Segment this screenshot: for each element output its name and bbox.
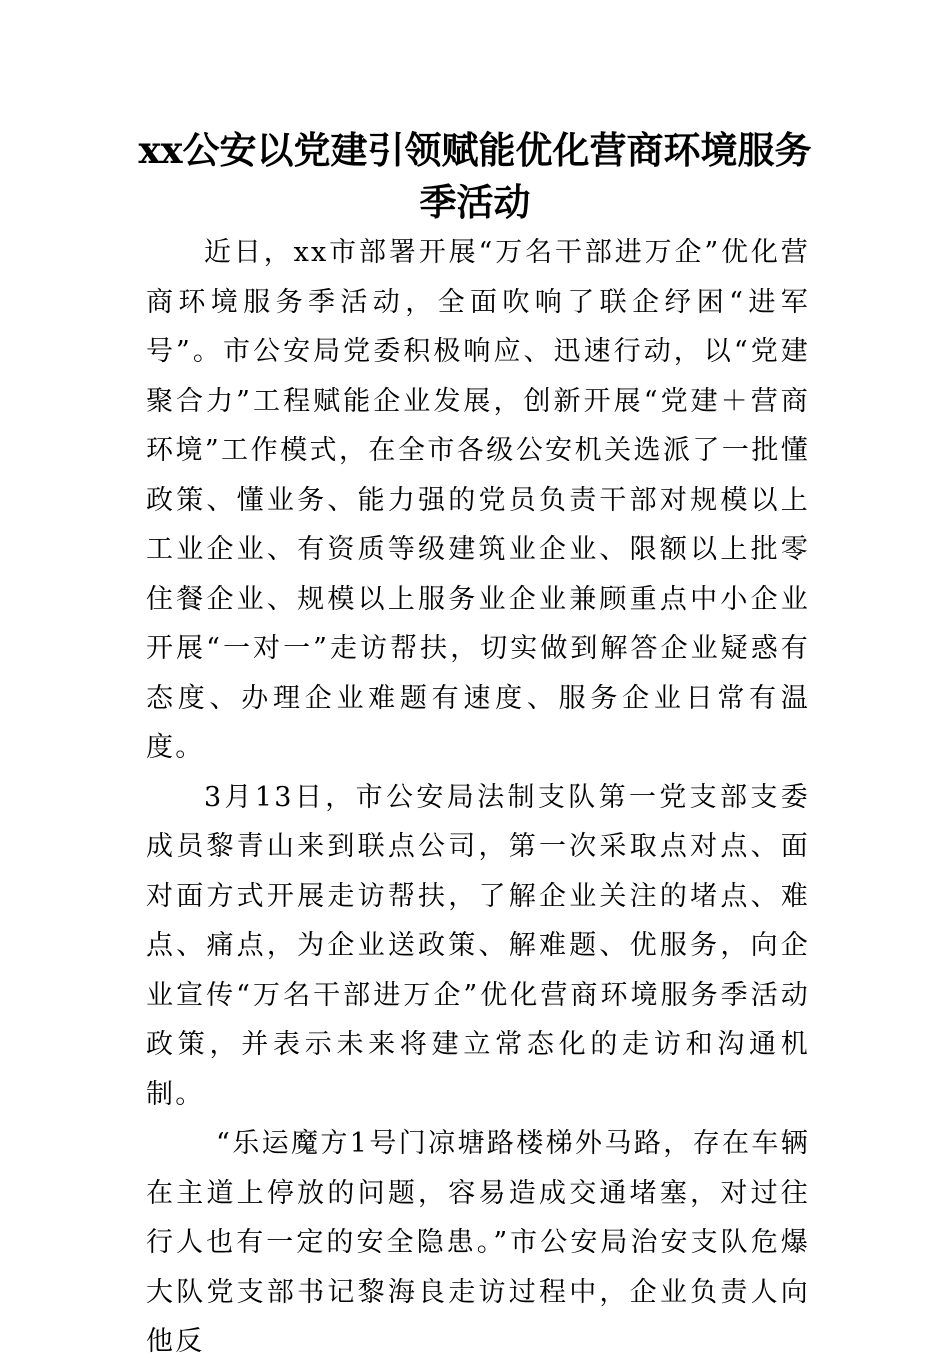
document-title: xx公安以党建引领赋能优化营商环境服务季活动 [138,128,812,224]
document-body [146,228,810,1367]
paragraph-1: 近日，xx市部署开展“万名干部进万企”优化营商环境服务季活动，全面吹响了联企纾困“进军号”。市公安局党委积极响应、迅速行动，以“党建聚合力”工程赋能企业发展，创新开展“党建＋营商环境”工作模式，在全市各级公安机关选派了一批懂政策、懂业务、能力强的党员负责干部对规模以上工业企业、有资质等级建筑业企业、限额以上批零住餐企业、规模以上服务业企业兼顾重点中小企业开展“一对一”走访帮扶，切实做到解答企业疑惑有态度、办理企业难题有速度、服务企业日常有温度。 [146,237,810,763]
paragraph-2: 3月13日，市公安局法制支队第一党支部支委成员黎青山来到联点公司，第一次采取点对点、面对面方式开展走访帮扶，了解企业关注的堵点、难点、痛点，为企业送政策、解难题、优服务，向企业宣传“万名干部进万企”优化营商环境服务季活动政策，并表示未来将建立常态化的走访和沟通机制。 [146,781,810,1110]
paragraph-3: “乐运魔方1号门凉塘路楼梯外马路，存在车辆在主道上停放的问题，容易造成交通堵塞，对过往行人也有一定的安全隐患。”市公安局治安支队危爆大队党支部书记黎海良走访过程中，企业负责人向他反 [146,1128,810,1357]
